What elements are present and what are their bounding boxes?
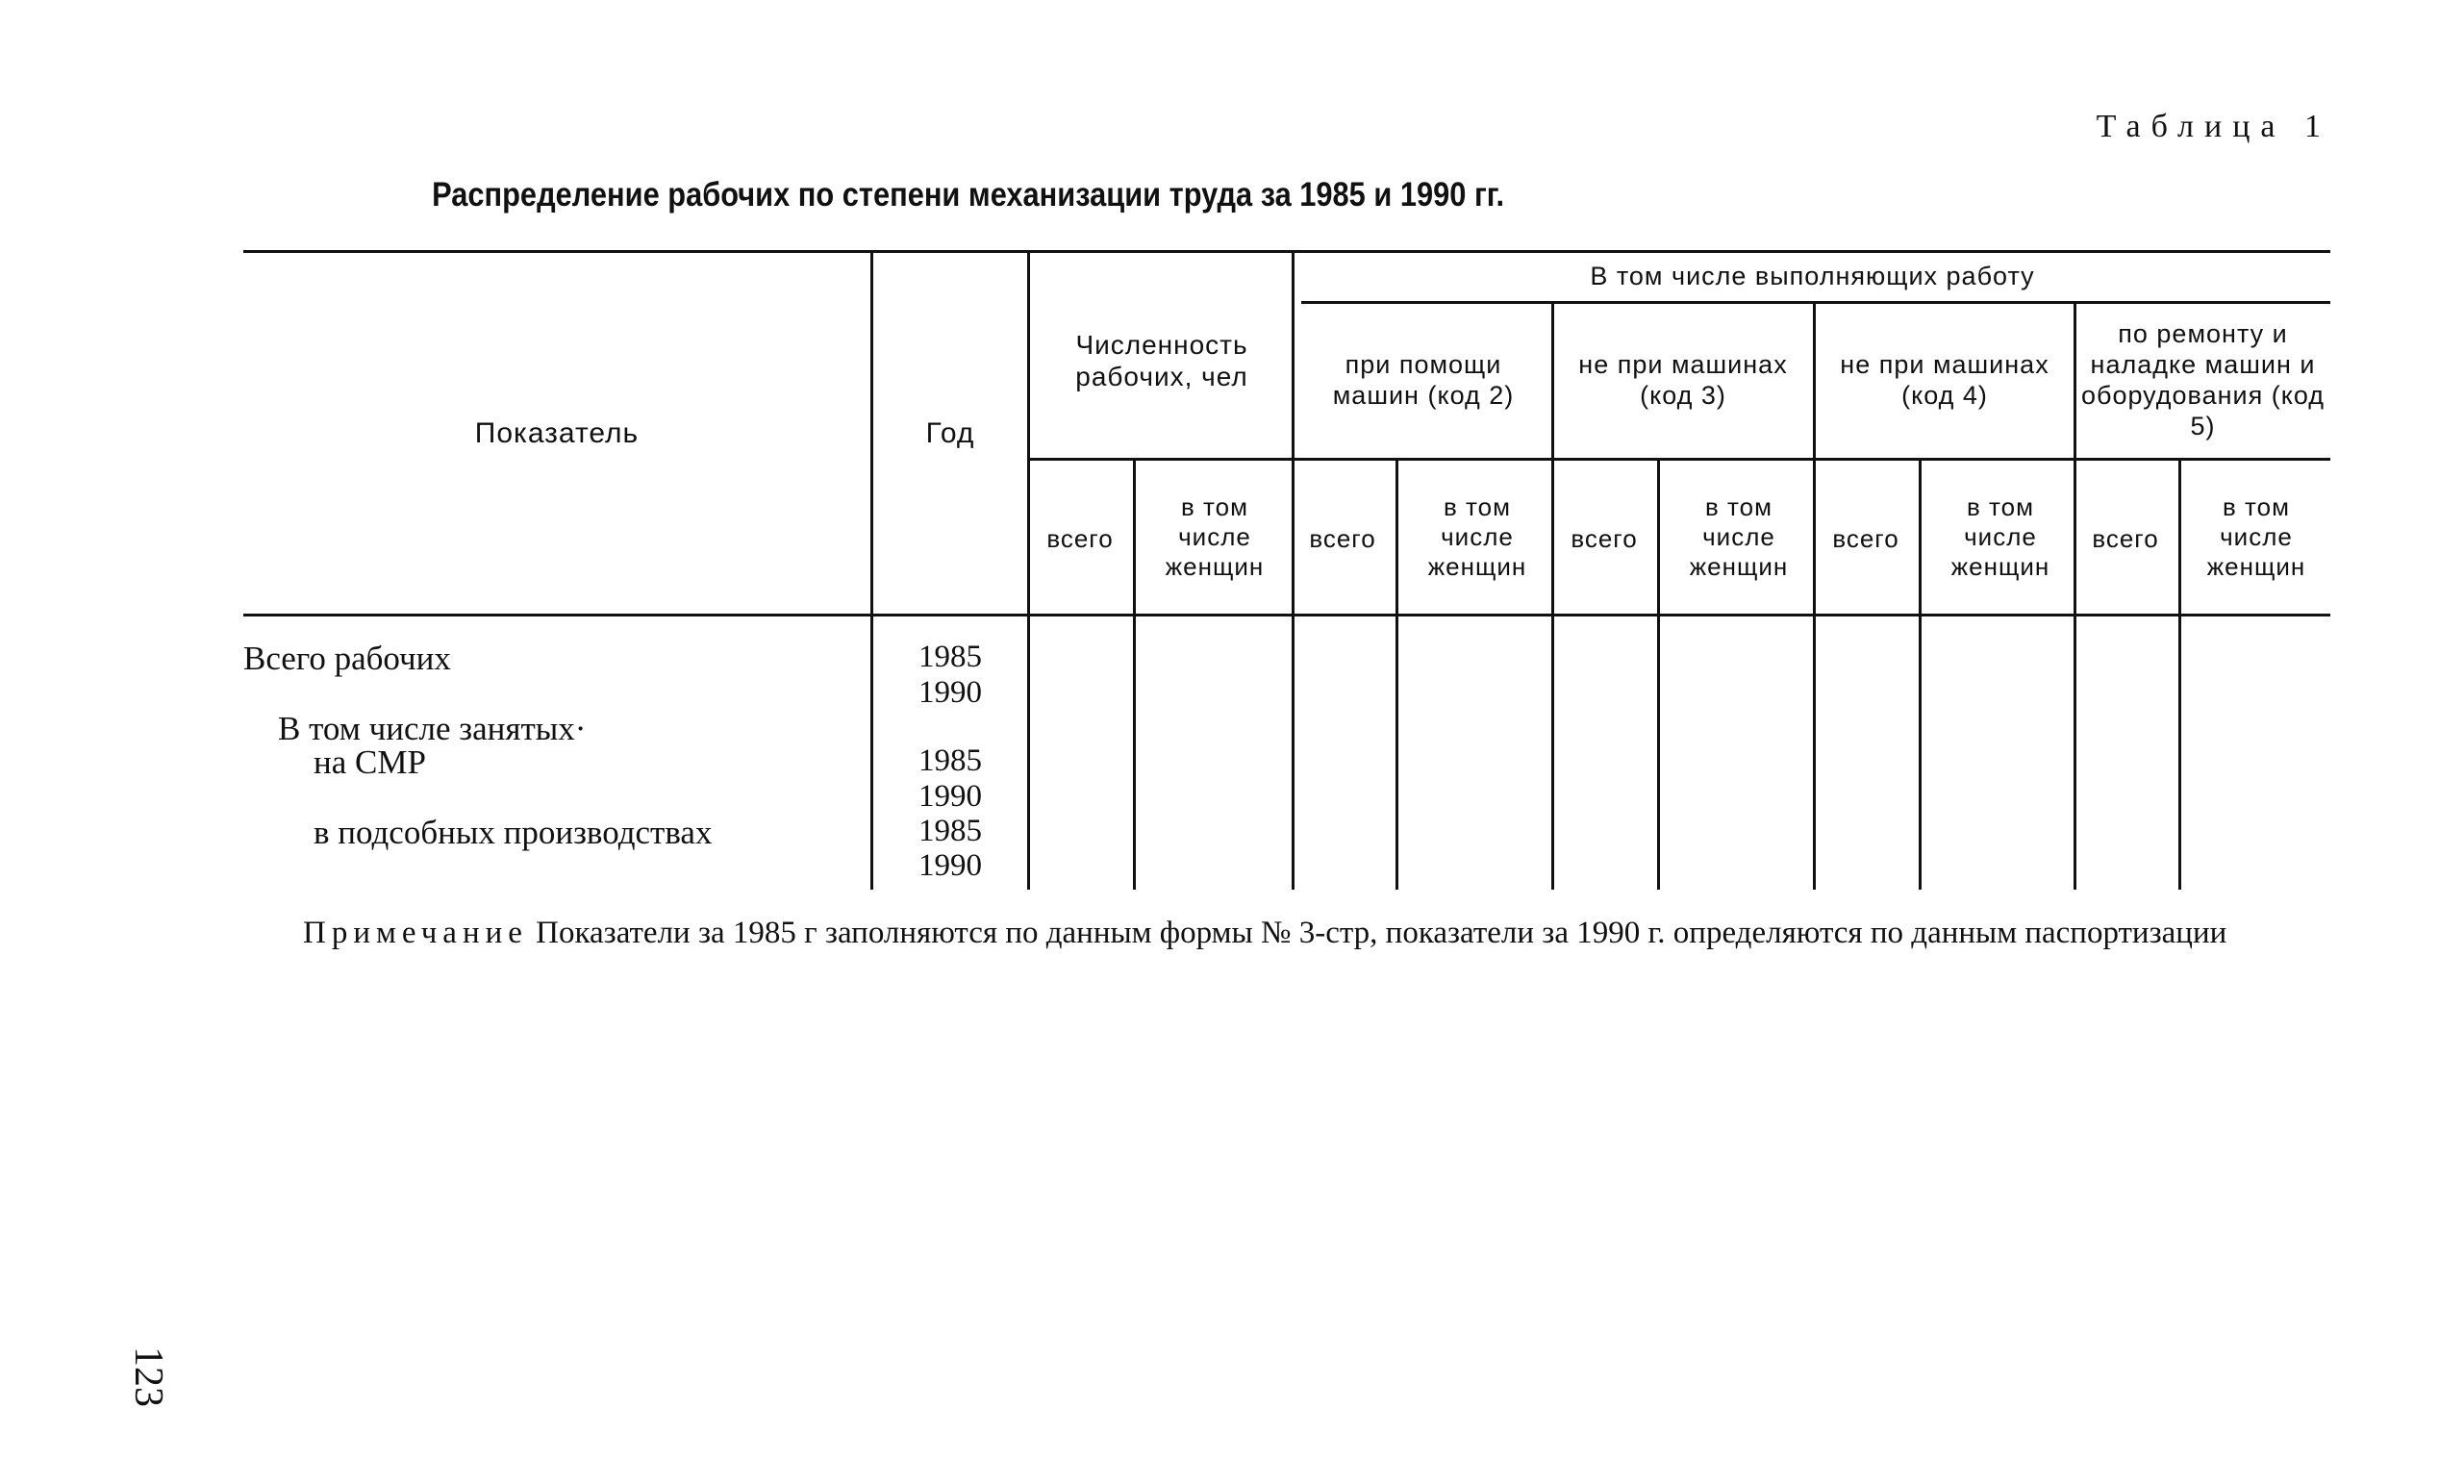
row-year: 1985 [918,814,982,848]
page-number: 123 [126,1346,170,1407]
header-bottom-rule [243,614,2330,616]
subcol-rule-1 [1133,458,1136,890]
header-group-2: не при машинах (код 3) [1578,350,1788,410]
subheader-total-3: всего [1571,523,1638,553]
header-year: Год [925,416,975,449]
note-head: Примечание [303,916,528,950]
header-headcount: Численность рабочих, чел [1075,329,1248,391]
row-label: Всего рабочих [243,640,451,677]
subheader-total-2: всего [1309,523,1376,553]
table-label: Таблица 1 [2096,109,2331,144]
subheader-women-3: в том числе женщин [1689,492,1789,581]
subheader-women-5: в том числе женщин [2206,492,2306,581]
col-rule-group2 [1551,301,1554,890]
row-year: 1990 [918,779,982,814]
header-group-4: по ремонту и наладке машин и оборудования (код 5) [2080,319,2326,440]
subcol-rule-3 [1657,458,1660,890]
header-group-1: при помощи машин (код 2) [1332,350,1515,410]
subheader-total-5: всего [2092,523,2159,553]
subheader-women-4: в том числе женщин [1950,492,2050,581]
row-year: 1990 [918,848,982,883]
header-group-3: не при машинах (код 4) [1840,350,2049,410]
subcol-rule-2 [1395,458,1398,890]
subcol-rule-4 [1919,458,1922,890]
col-rule-headcount [1027,250,1030,890]
header-including-group: В том числе выполняющих работу [1590,262,2035,291]
subheader-total-1: всего [1046,523,1114,553]
subheader-women-1: в том числе женщин [1165,492,1265,581]
row-year: 1990 [918,675,982,710]
subheader-total-4: всего [1832,523,1899,553]
table-note [243,916,2330,952]
col-rule-group1 [1292,250,1295,890]
subheader-women-2: в том числе женщин [1427,492,1527,581]
row-year: 1985 [918,743,982,778]
note-text: Показатели за 1985 г заполняются по данным формы № 3-стр, показатели за 1990 г. определяются по данным паспортизации [536,916,2227,950]
col-rule-group3 [1813,301,1816,890]
row-label: в подсобных производствах [314,814,713,851]
row-label: В том числе занятых· [278,710,587,747]
data-table [243,250,2330,894]
table-title: Распределение рабочих по степени механизации труда за 1985 и 1990 гг. [432,176,1505,214]
col-rule-group4 [2074,301,2076,890]
subcol-rule-5 [2178,458,2181,890]
header-indicator: Показатель [474,416,640,449]
row-label: на СМР [314,743,426,781]
row-year: 1985 [918,640,982,674]
